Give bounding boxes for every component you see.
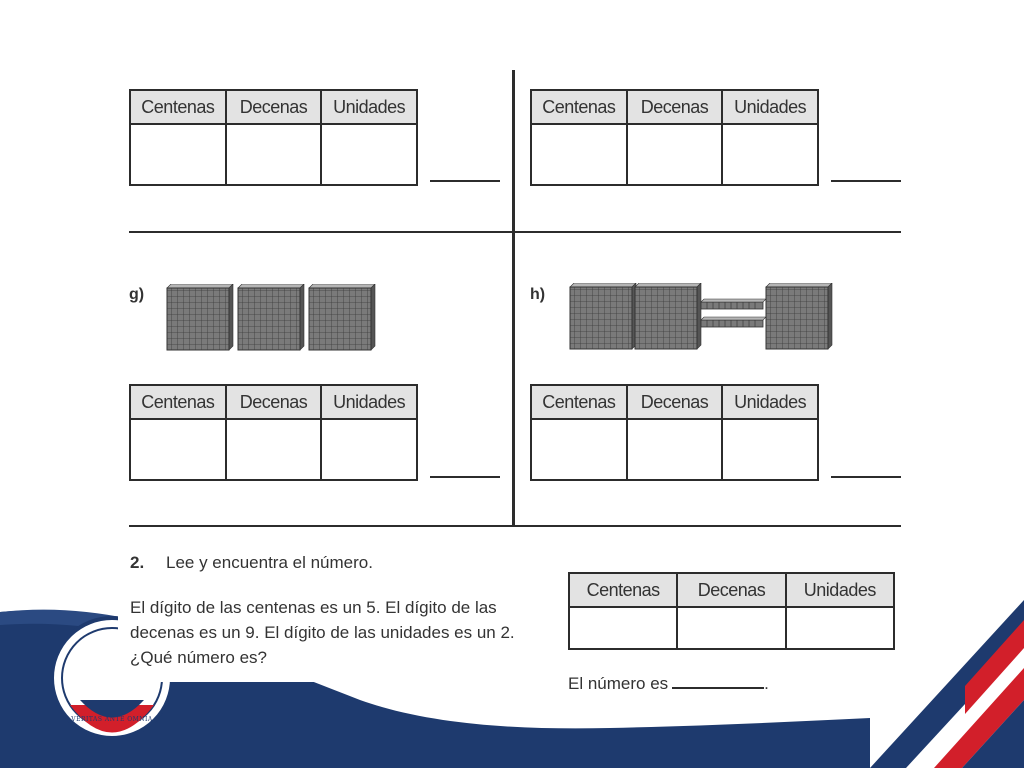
header-unidades: Unidades <box>722 385 818 419</box>
header-decenas: Decenas <box>226 385 322 419</box>
header-unidades: Unidades <box>321 385 417 419</box>
header-unidades: Unidades <box>722 90 818 124</box>
answer-sentence <box>568 673 769 694</box>
cell-centenas[interactable] <box>130 124 226 185</box>
cell-unidades[interactable] <box>722 419 818 480</box>
cell-centenas[interactable] <box>130 419 226 480</box>
question-number: 2. <box>130 553 145 572</box>
place-value-table-2 <box>530 89 819 186</box>
answer-line-1[interactable] <box>430 180 500 182</box>
item-label-h: h) <box>530 286 546 303</box>
header-decenas: Decenas <box>627 385 723 419</box>
cell-unidades[interactable] <box>786 607 894 649</box>
header-centenas: Centenas <box>569 573 677 607</box>
answer-line-2[interactable] <box>831 180 901 182</box>
answer-fill-line[interactable] <box>672 673 764 689</box>
cell-unidades[interactable] <box>321 419 417 480</box>
hundred-flat <box>570 283 636 349</box>
answer-line-h[interactable] <box>831 476 901 478</box>
cell-decenas[interactable] <box>226 124 322 185</box>
hundred-flat <box>635 283 701 349</box>
horizontal-divider-1 <box>129 231 901 233</box>
cell-decenas[interactable] <box>627 419 723 480</box>
header-unidades: Unidades <box>321 90 417 124</box>
cell-decenas[interactable] <box>226 419 322 480</box>
cell-centenas[interactable] <box>531 419 627 480</box>
hundred-flat <box>309 284 375 350</box>
header-decenas: Decenas <box>677 573 785 607</box>
ten-rod <box>701 317 766 327</box>
header-decenas: Decenas <box>627 90 723 124</box>
place-value-table-1 <box>129 89 418 186</box>
header-centenas: Centenas <box>130 90 226 124</box>
hundred-flat <box>167 284 233 350</box>
logo-motto: VERITAS ANTE OMNIA <box>71 716 153 723</box>
item-label-g: g) <box>129 286 145 303</box>
cell-unidades[interactable] <box>722 124 818 185</box>
place-value-table-h <box>530 384 819 481</box>
cell-decenas[interactable] <box>627 124 723 185</box>
cell-decenas[interactable] <box>677 607 785 649</box>
question-title: Lee y encuentra el número. <box>166 553 373 572</box>
answer-suffix: . <box>764 674 769 693</box>
hundred-flat <box>238 284 304 350</box>
header-centenas: Centenas <box>531 90 627 124</box>
cell-centenas[interactable] <box>531 124 627 185</box>
place-value-table-g <box>129 384 418 481</box>
horizontal-divider-2 <box>129 525 901 527</box>
base-ten-blocks-h <box>568 283 833 353</box>
header-centenas: Centenas <box>130 385 226 419</box>
header-unidades: Unidades <box>786 573 894 607</box>
answer-line-g[interactable] <box>430 476 500 478</box>
header-centenas: Centenas <box>531 385 627 419</box>
cell-unidades[interactable] <box>321 124 417 185</box>
hundred-flat <box>766 283 832 349</box>
place-value-table-q2 <box>568 572 895 650</box>
ten-rod <box>701 299 766 309</box>
question-text: El dígito de las centenas es un 5. El dígito de las decenas es un 9. El dígito de las unidades es un 2. ¿Qué número es? <box>130 598 515 667</box>
vertical-divider <box>512 70 515 527</box>
header-decenas: Decenas <box>226 90 322 124</box>
base-ten-blocks-g <box>165 284 380 354</box>
answer-prefix: El número es <box>568 674 669 693</box>
cell-centenas[interactable] <box>569 607 677 649</box>
